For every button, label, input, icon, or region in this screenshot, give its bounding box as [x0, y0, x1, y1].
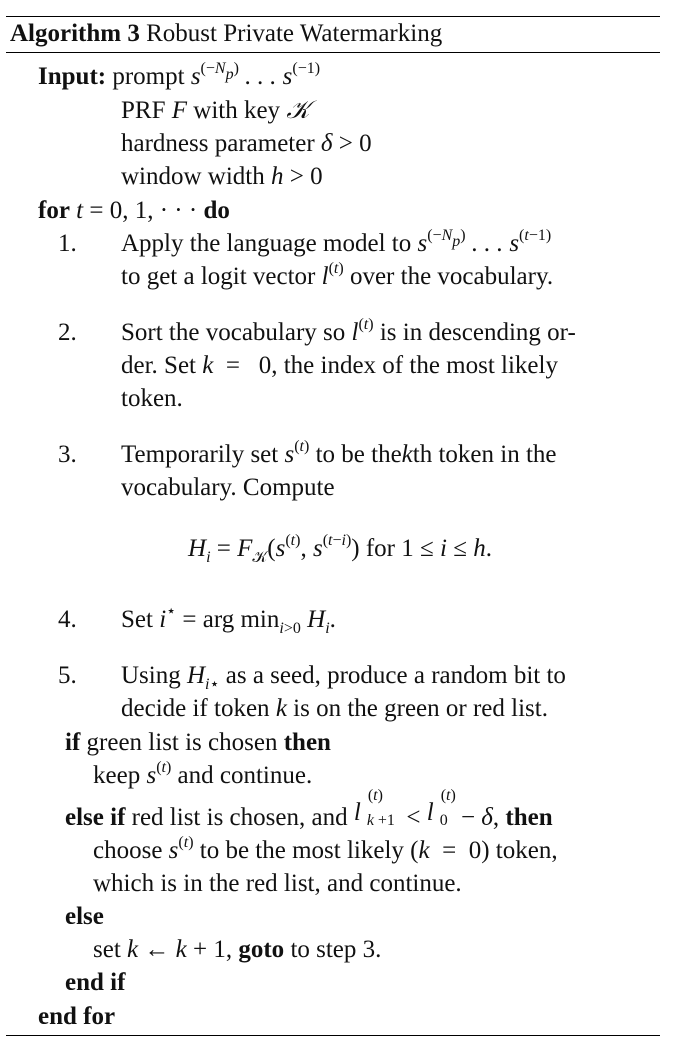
algorithm-title: Robust Private Watermarking: [146, 20, 443, 47]
step-2-text-a: Sort the vocabulary so: [121, 319, 346, 346]
red-list-line: which is in the red list, and continue.: [93, 870, 462, 897]
step-1-number: 1.: [58, 230, 77, 257]
input-keyword: Input:: [38, 63, 107, 90]
step-1-text-a: Apply the language model to: [121, 230, 412, 257]
green-condition: green list is chosen: [86, 729, 278, 756]
prompt-word: prompt: [112, 63, 185, 90]
step-3-number: 3.: [58, 441, 77, 468]
step-2-text-c: der. Set: [121, 352, 196, 379]
caption-rule: [6, 52, 660, 53]
step-1-text-b: to get a logit vector: [121, 263, 316, 290]
keep-continue: and continue.: [177, 762, 313, 789]
if-line: [65, 730, 331, 755]
input-prf-line: PRF F with key 𝒦: [121, 97, 310, 124]
with-key-text: with key: [193, 97, 281, 124]
step-2-line-1: Sort the vocabulary so $l^{(t)}$ is in descending or-: [121, 316, 576, 346]
algorithm-label: Algorithm 3: [10, 20, 140, 47]
input-window-line: window width h > 0: [121, 163, 323, 190]
keep-word: keep: [93, 762, 141, 789]
goto-keyword: goto: [238, 936, 285, 963]
for-keyword: for: [38, 197, 70, 224]
else-keyword: else: [65, 903, 104, 930]
end-if-line: [65, 970, 125, 995]
step-3-equation: $H_i = F_𝒦(s^{(t)}$, $s^{(t-i)}$) for 1 ≤ i ≤ h.: [188, 532, 492, 566]
step-2-text-d: 0, the index of the most likely: [258, 352, 558, 379]
hardness-word: hardness parameter: [121, 130, 315, 157]
step-1-line-2: to get a logit vector $l^{(t)}$ over the vocabulary.: [121, 260, 554, 290]
else-line: [65, 904, 104, 929]
step-3-text-b: to be the: [315, 441, 402, 468]
if-keyword: if: [65, 729, 81, 756]
else-if-line: else if red list is chosen, and l (t) k +1 < l (t) 0 − δ, then: [65, 787, 553, 831]
red-condition: red list is chosen, and: [131, 804, 348, 831]
set-word: set: [93, 936, 121, 963]
step-2-line-2: der. Set k = 0, the index of the most likely: [121, 352, 558, 379]
step-3-text-a: Temporarily set: [121, 441, 279, 468]
step-5-text-a: Using: [121, 662, 181, 689]
step-5-text-d: is on the green or red list.: [293, 695, 548, 722]
step-2-number: 2.: [58, 319, 77, 346]
step-5-number: 5.: [58, 662, 77, 689]
then-keyword-1: then: [283, 729, 331, 756]
most-likely-text: to be the most likely (: [199, 837, 419, 864]
choose-word: choose: [93, 837, 163, 864]
step-4-text-a: Set: [121, 606, 153, 633]
goto-rest: to step 3.: [290, 936, 382, 963]
input-prompt-line: [38, 60, 321, 90]
then-keyword-2: then: [505, 804, 553, 831]
step-5-line-2: decide if token k is on the green or red list.: [121, 695, 548, 722]
step-3-line-1: Temporarily set $s^{(t)}$ to be thekth token in the: [121, 438, 557, 468]
end-if-keyword: end if: [65, 969, 126, 996]
step-5-text-b: as a seed, produce a random bit to: [225, 662, 566, 689]
prf-word: PRF: [121, 97, 166, 124]
window-word: window width: [121, 163, 265, 190]
do-keyword: do: [203, 197, 230, 224]
else-if-keyword: else if: [65, 804, 126, 831]
keep-line: keep $s^{(t)}$ and continue.: [93, 759, 313, 789]
step-2-line-3: token.: [121, 385, 183, 412]
prompt-expression: $s^{(-N_p)}$ . . . $s^{(-1)}$: [190, 60, 321, 90]
equation-for-word: for: [365, 535, 396, 562]
top-rule: [6, 16, 660, 17]
token-close-text: 0) token,: [468, 837, 558, 864]
bottom-rule: [6, 1035, 660, 1036]
step-4-line-1: Set i⋆ = arg $\min_{i>0} H_i$.: [121, 603, 336, 637]
end-for-line: [38, 1004, 115, 1029]
step-1-line-1: [121, 227, 552, 257]
input-hardness-line: hardness parameter δ > 0: [121, 130, 372, 157]
algorithm-caption: [10, 21, 442, 46]
step-5-text-c: decide if token: [121, 695, 270, 722]
step-3-line-2: vocabulary. Compute: [121, 474, 335, 501]
choose-line: choose $s^{(t)}$ to be the most likely (k = 0) token,: [93, 834, 558, 864]
set-goto-line: set k ← k + 1, goto to step 3.: [93, 936, 382, 963]
step-1-text-c: over the vocabulary.: [349, 263, 554, 290]
step-4-number: 4.: [58, 606, 77, 633]
step-1-expression: $s^{(-N_p)}$ . . . $s^{(t-1)}$: [417, 227, 552, 257]
step-3-text-c: th token in the: [412, 441, 557, 468]
end-for-keyword: end for: [38, 1003, 116, 1030]
step-2-text-b: is in descending or-: [379, 319, 576, 346]
for-line: for t = 0, 1, · · · do: [38, 197, 230, 224]
step-5-line-1: Using $H_{i⋆}$ as a seed, produce a random bit to: [121, 662, 566, 693]
